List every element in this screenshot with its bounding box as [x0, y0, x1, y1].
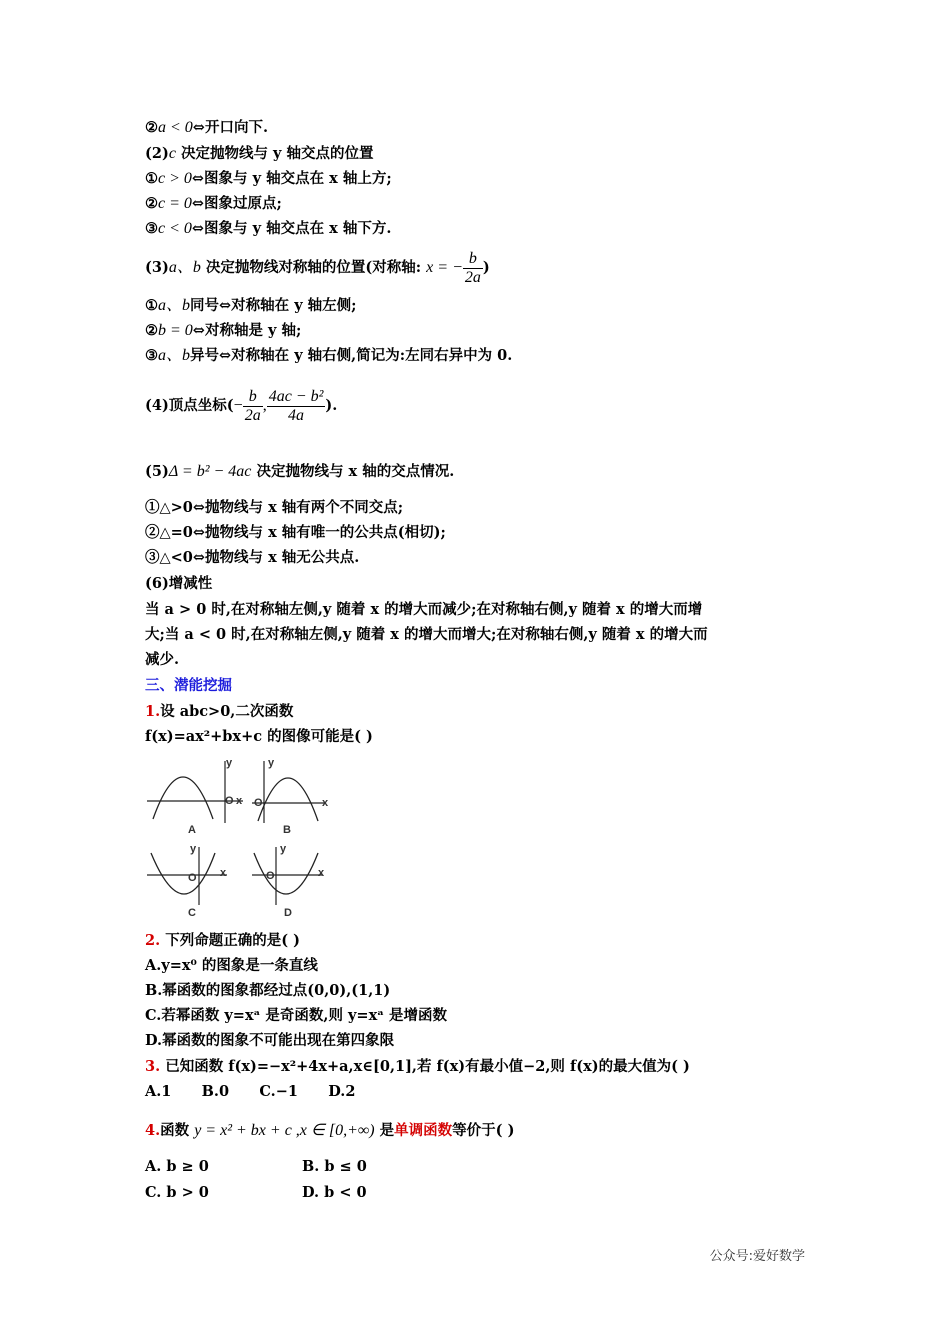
circle-num: ②	[145, 322, 158, 339]
question-text: 等价于( )	[452, 1122, 515, 1139]
question-4	[145, 1121, 514, 1141]
graph-b-y-label: y	[268, 757, 275, 769]
question-1-line2: f(x)=ax²+bx+c 的图像可能是( )	[145, 728, 373, 745]
graph-a-label: A	[188, 824, 196, 836]
section-heading: 三、潜能挖掘	[145, 677, 232, 694]
math-expr: c > 0	[158, 170, 192, 187]
graph-c-origin-label: O	[188, 872, 197, 884]
graph-c-y-label: y	[190, 843, 197, 855]
question-text: 设 abc>0,二次函数	[160, 703, 294, 720]
graph-b-origin-label: O	[254, 797, 263, 809]
graph-d-origin-label: O	[266, 870, 275, 882]
line-3-heading	[145, 248, 490, 288]
line-text: 决定抛物线对称轴的位置(对称轴:	[205, 259, 422, 276]
prefix: (4)顶点坐标(	[145, 397, 234, 414]
line-c-neg	[145, 219, 391, 239]
fraction-2	[267, 388, 326, 425]
circle-num: ②	[145, 195, 158, 212]
question-3	[145, 1057, 690, 1077]
line-c-zero	[145, 194, 282, 214]
graph-c-x-label: x	[220, 867, 227, 879]
q3-options: A.1 B.0 C.−1 D.2	[145, 1083, 356, 1100]
fraction-denominator: 4a	[288, 406, 305, 424]
math-vars: a、b	[158, 347, 191, 364]
math-vars: a、b	[168, 259, 201, 276]
question-text: 下列命题正确的是( )	[160, 932, 300, 949]
line-text: 异号⇔对称轴在 y 轴右侧,简记为:左同右异中为 0.	[190, 347, 513, 364]
circle-num: ②	[145, 119, 158, 136]
line-5-discriminant	[145, 462, 454, 482]
fraction-1	[243, 388, 263, 425]
question-number: 3.	[145, 1058, 161, 1075]
question-number: 1.	[145, 703, 161, 720]
graph-b-x-label: x	[322, 797, 329, 809]
math-expr: Δ = b² − 4ac	[168, 463, 252, 480]
math-expr: x = −	[426, 259, 463, 276]
q2-option-a: A.y=x⁰ 的图象是一条直线	[145, 957, 318, 974]
line-text: ⇔图象与 y 轴交点在 x 轴上方;	[191, 170, 392, 187]
q4-option-b: B. b ≤ 0	[302, 1158, 367, 1175]
question-1	[145, 702, 293, 722]
q4-option-a: A. b ≥ 0	[145, 1158, 209, 1175]
fraction-denominator: 2a	[464, 268, 481, 286]
line-text: ⇔对称轴是 y 轴;	[192, 322, 302, 339]
math-expr: c < 0	[158, 220, 192, 237]
monotonic-para-2: 大;当 a < 0 时,在对称轴左侧,y 随着 x 的增大而增大;在对称轴右侧,y 随着 x 的增大而	[145, 626, 708, 643]
fraction-numerator: b	[243, 388, 263, 407]
question-2	[145, 931, 300, 951]
question-text: 已知函数 f(x)=−x²+4x+a,x∈[0,1],若 f(x)有最小值−2,则 f(x)的最大值为( )	[160, 1058, 690, 1075]
graph-d-x-label: x	[318, 867, 325, 879]
line-text: 同号⇔对称轴在 y 轴左侧;	[190, 297, 357, 314]
question-number: 2.	[145, 932, 161, 949]
q2-option-c: C.若幂函数 y=xᵃ 是奇函数,则 y=xᵃ 是增函数	[145, 1007, 448, 1024]
line-delta-pos: ①△>0⇔抛物线与 x 轴有两个不同交点;	[145, 499, 404, 516]
line-c-pos	[145, 169, 392, 189]
graph-a-y-label: y	[226, 757, 233, 769]
minus: −	[233, 397, 243, 414]
fraction-numerator: 4ac − b²	[268, 387, 324, 405]
math-expr: c = 0	[158, 195, 192, 212]
circle-num: ①	[145, 170, 158, 187]
question-text: 函数	[160, 1122, 195, 1139]
math-expr: y = x² + bx + c ,x ∈ [0,+∞)	[194, 1122, 375, 1139]
line-delta-neg: ③△<0⇔抛物线与 x 轴无公共点.	[145, 549, 360, 566]
q4-option-c: C. b > 0	[145, 1184, 209, 1201]
question-text: 是	[374, 1122, 395, 1139]
line-text: 决定抛物线与 y 轴交点的位置	[180, 145, 374, 162]
prefix: (5)	[145, 463, 169, 480]
q2-option-b: B.幂函数的图象都经过点(0,0),(1,1)	[145, 982, 391, 999]
paren: ).	[325, 397, 338, 414]
graph-a-origin-label: O	[225, 795, 234, 807]
graph-c-label: C	[188, 907, 196, 919]
prefix: (3)	[145, 259, 169, 276]
circle-num: ③	[145, 347, 158, 364]
line-4-vertex	[145, 386, 337, 426]
line-text: ⇔开口向下.	[192, 119, 268, 136]
fraction-numerator: b	[463, 250, 483, 269]
fraction	[463, 250, 483, 287]
circle-num: ①	[145, 297, 158, 314]
line-b-zero	[145, 321, 301, 341]
circle-num: ③	[145, 220, 158, 237]
line-ab-same	[145, 296, 357, 316]
graph-b	[250, 757, 330, 825]
comma: ,	[262, 397, 267, 414]
paren: )	[482, 259, 490, 276]
line-delta-zero: ②△=0⇔抛物线与 x 轴有唯一的公共点(相切);	[145, 524, 446, 541]
graph-a-x-label: x	[236, 795, 243, 807]
monotonic-para-1: 当 a > 0 时,在对称轴左侧,y 随着 x 的增大而减少;在对称轴右侧,y 随着 x 的增大而增	[145, 601, 703, 618]
math-expr: b = 0	[158, 322, 193, 339]
footer-text: 公众号:爱好数学	[709, 1249, 805, 1264]
line-ab-diff	[145, 346, 512, 366]
graph-b-label: B	[283, 824, 291, 836]
fraction-denominator: 2a	[244, 406, 261, 424]
line-text: ⇔图象过原点;	[191, 195, 282, 212]
math-expr: a < 0	[158, 119, 193, 136]
q2-option-d: D.幂函数的图象不可能出现在第四象限	[145, 1032, 395, 1049]
highlight-text: 单调函数	[394, 1122, 453, 1139]
prefix: (2)	[145, 145, 169, 162]
math-vars: a、b	[158, 297, 191, 314]
graph-d-y-label: y	[280, 843, 287, 855]
line-2-heading	[145, 144, 374, 164]
math-var: c	[168, 145, 176, 162]
monotonic-para-3: 减少.	[145, 651, 180, 668]
line-text: ⇔图象与 y 轴交点在 x 轴下方.	[191, 220, 392, 237]
question-number: 4.	[145, 1122, 161, 1139]
graph-d-label: D	[284, 907, 292, 919]
line-a-neg	[145, 118, 268, 138]
line-6-heading: (6)增减性	[145, 575, 213, 592]
q4-option-d: D. b < 0	[302, 1184, 367, 1201]
line-text: 决定抛物线与 x 轴的交点情况.	[256, 463, 455, 480]
